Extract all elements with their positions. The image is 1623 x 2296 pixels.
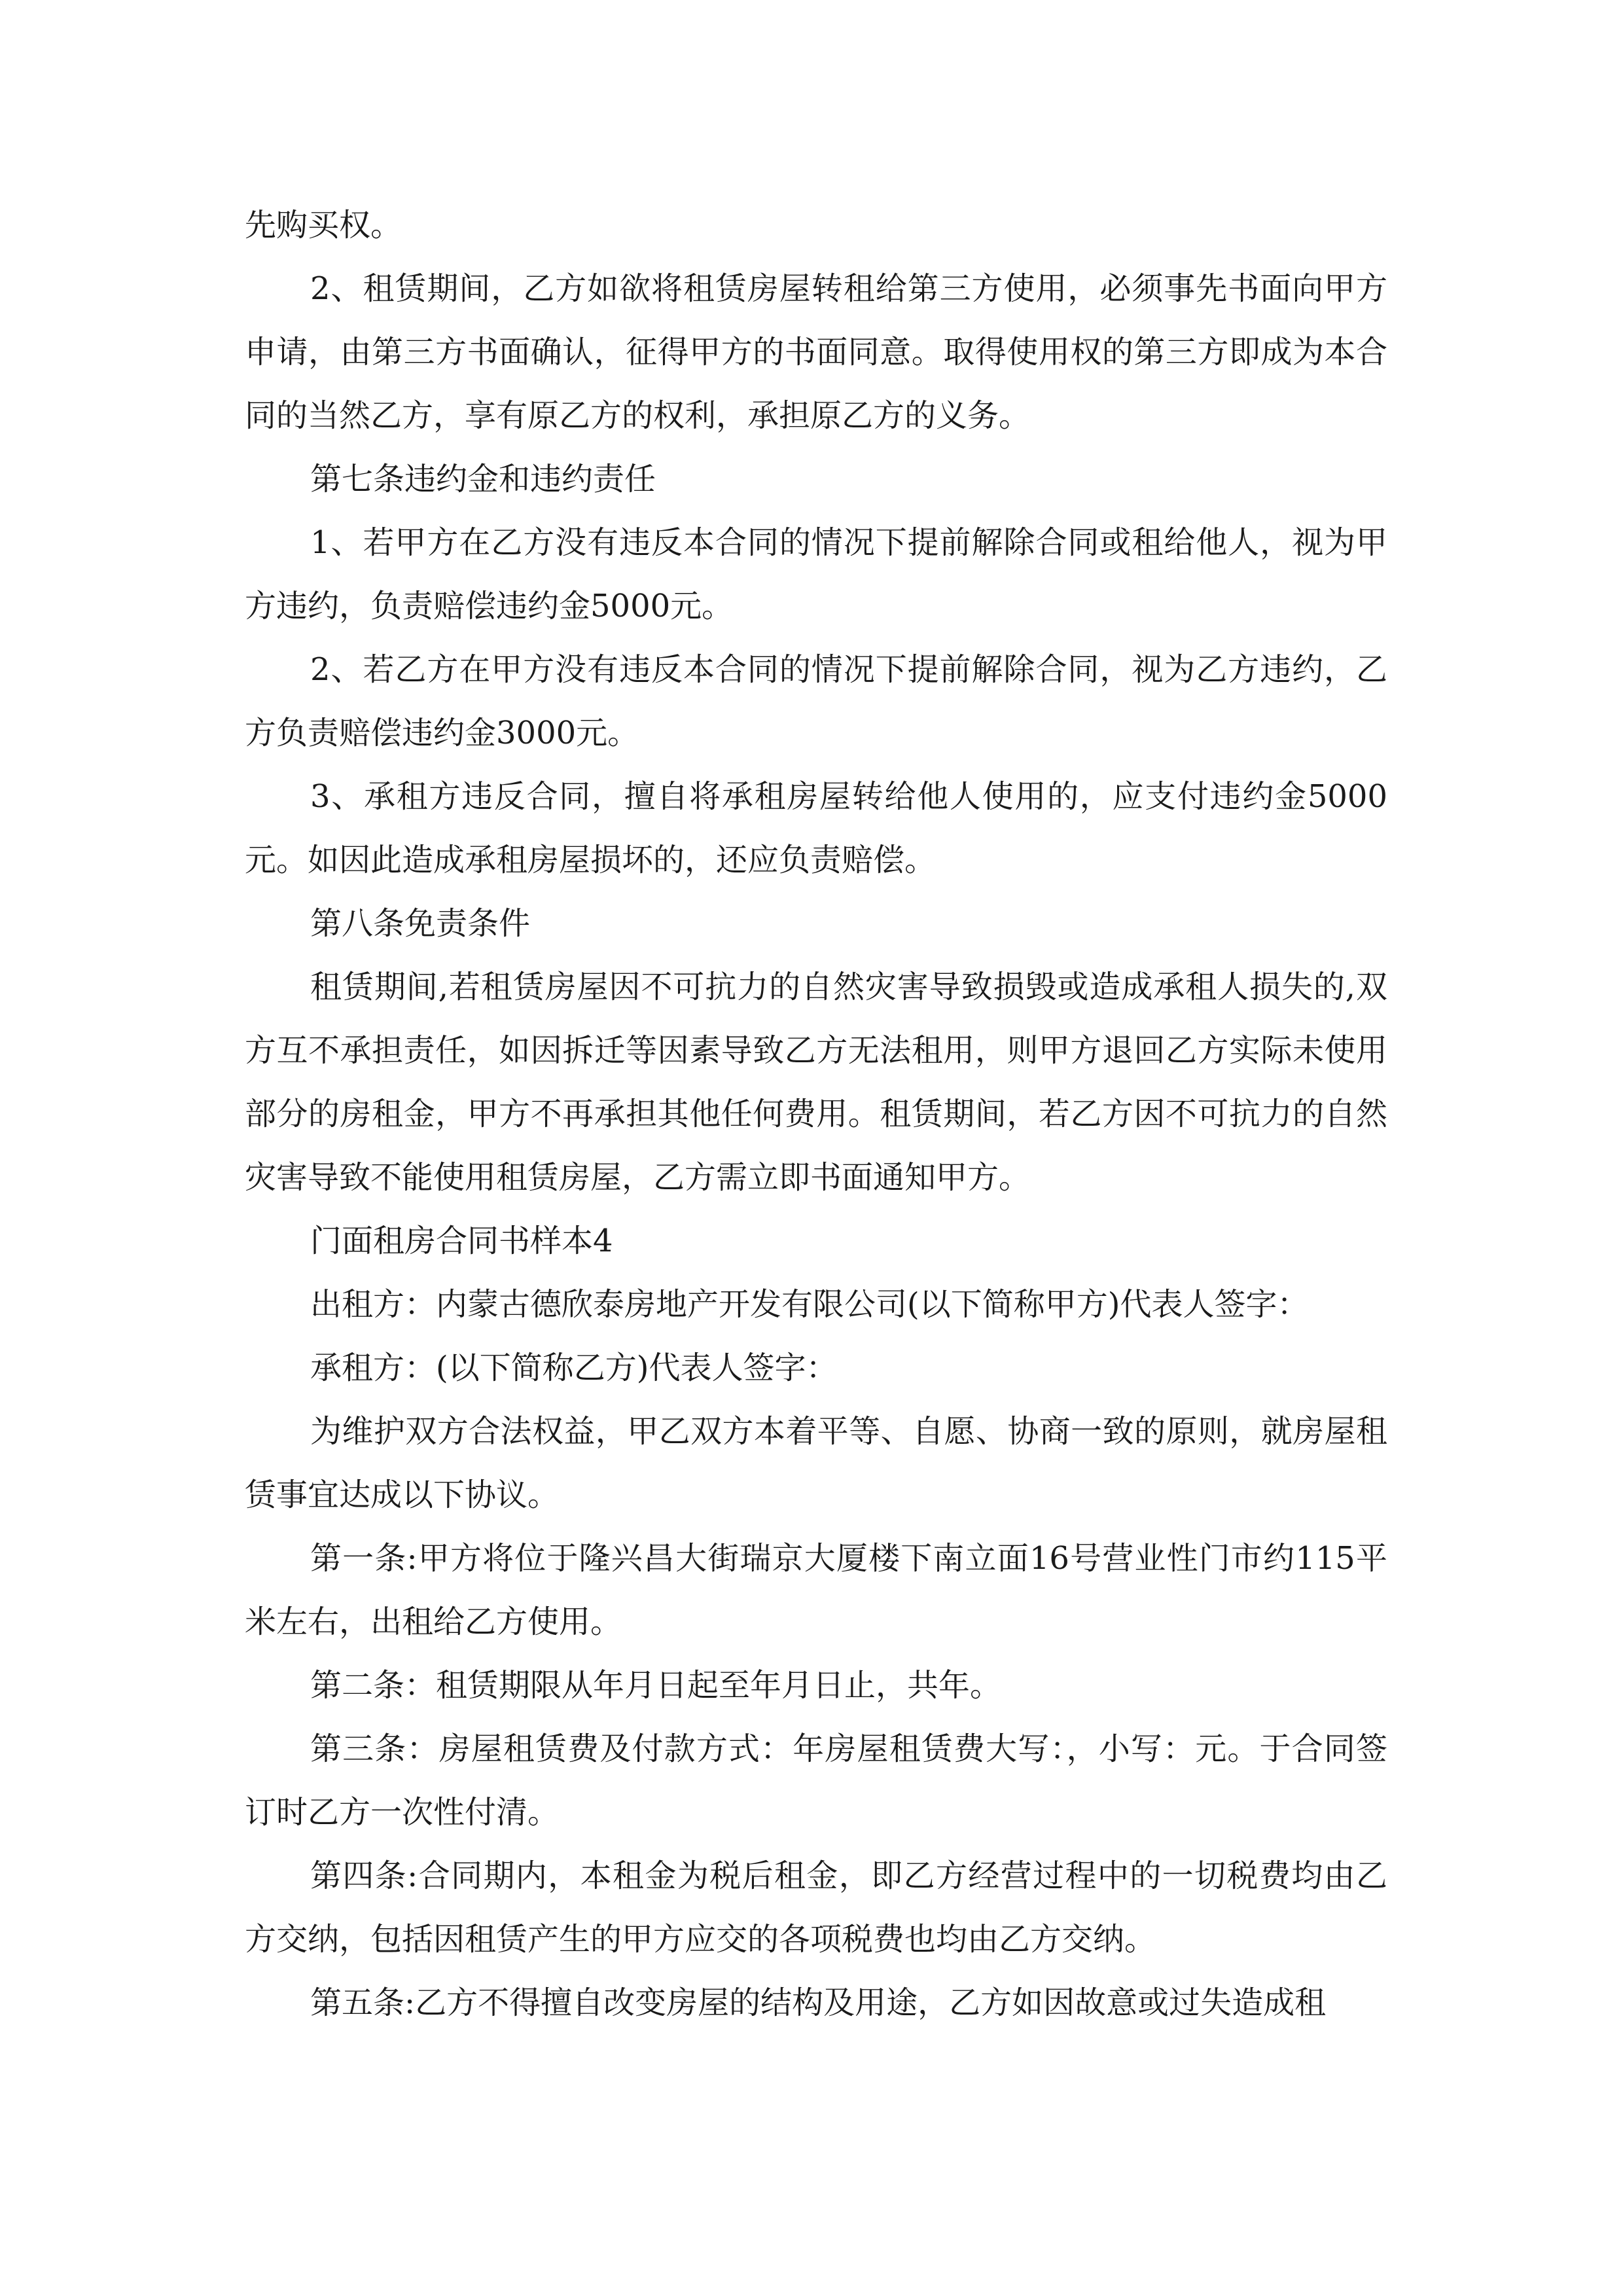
article-1-premises: 第一条:甲方将位于隆兴昌大街瑞京大厦楼下南立面16号营业性门市约115平米左右，出租给乙方使用。 <box>245 1540 1387 1640</box>
paragraph-force-majeure: 租赁期间,若租赁房屋因不可抗力的自然灾害导致损毁或造成承租人损失的,双方互不承担责任，如因拆迁等因素导致乙方无法租用，则甲方退回乙方实际未使用部分的房租金，甲方不再承担其他任何费用。租赁期间，若乙方因不可抗力的自然灾害导致不能使用租赁房屋，乙方需立即书面通知甲方。 <box>245 969 1387 1196</box>
paragraph-lessor-breach: 1、若甲方在乙方没有违反本合同的情况下提前解除合同或租给他人，视为甲方违约，负责赔偿违约金5000元。 <box>245 524 1387 624</box>
article-4-taxes: 第四条:合同期内，本租金为税后租金，即乙方经营过程中的一切税费均由乙方交纳，包括因租赁产生的甲方应交的各项税费也均由乙方交纳。 <box>245 1857 1387 1958</box>
paragraph-unauthorized-transfer: 3、承租方违反合同，擅自将承租房屋转给他人使用的，应支付违约金5000元。如因此造成承租房屋损坏的，还应负责赔偿。 <box>245 778 1387 878</box>
paragraph-lessee-party: 承租方：(以下简称乙方)代表人签字： <box>310 1350 838 1386</box>
sample-4-title: 门面租房合同书样本4 <box>310 1223 613 1259</box>
article-2-term: 第二条：租赁期限从年月日起至年月日止，共年。 <box>310 1667 1002 1704</box>
document-body <box>245 194 1387 2035</box>
article-8-heading: 第八条免责条件 <box>310 905 531 942</box>
article-5-structure: 第五条:乙方不得擅自改变房屋的结构及用途，乙方如因故意或过失造成租 <box>310 1984 1327 2021</box>
paragraph-lessee-breach: 2、若乙方在甲方没有违反本合同的情况下提前解除合同，视为乙方违约，乙方负责赔偿违约金3000元。 <box>245 651 1387 751</box>
article-7-heading: 第七条违约金和违约责任 <box>310 461 656 497</box>
article-3-rent: 第三条：房屋租赁费及付款方式：年房屋租赁费大写：，小写：元。于合同签订时乙方一次性付清。 <box>245 1731 1387 1831</box>
paragraph-preamble: 为维护双方合法权益，甲乙双方本着平等、自愿、协商一致的原则，就房屋租赁事宜达成以下协议。 <box>245 1413 1387 1513</box>
paragraph-sublease-clause: 2、租赁期间，乙方如欲将租赁房屋转租给第三方使用，必须事先书面向甲方申请，由第三方书面确认，征得甲方的书面同意。取得使用权的第三方即成为本合同的当然乙方，享有原乙方的权利，承担原乙方的义务。 <box>245 270 1387 434</box>
paragraph-preemptive-right-end: 先购买权。 <box>245 207 402 243</box>
paragraph-lessor-party: 出租方：内蒙古德欣泰房地产开发有限公司(以下简称甲方)代表人签字： <box>310 1286 1309 1323</box>
